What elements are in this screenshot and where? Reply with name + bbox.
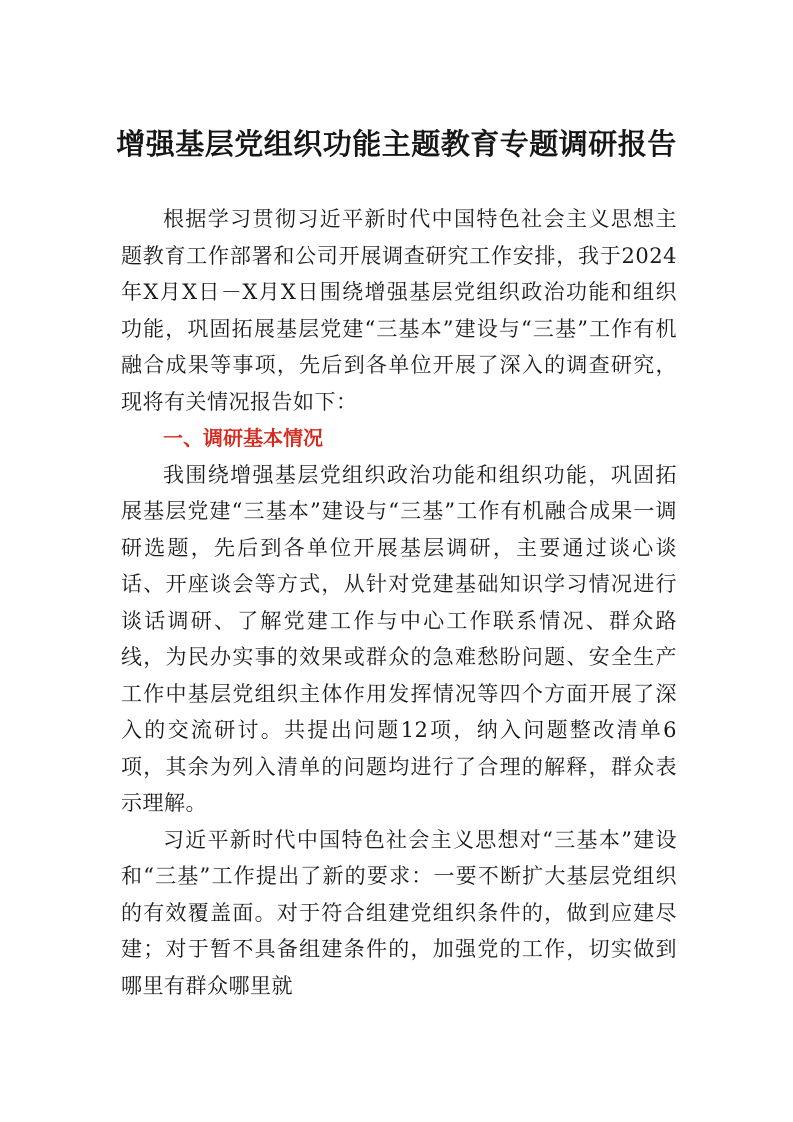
intro-paragraph: 根据学习贯彻习近平新时代中国特色社会主义思想主题教育工作部署和公司开展调查研究工作安排，我于2024年X月X日－X月X日围绕增强基层党组织政治功能和组织功能，巩固拓展基层党建“三基本”建设与“三基”工作有机融合成果等事项，先后到各单位开展了深入的调查研究，现将有关情况报告如下： [121,207,677,414]
section-heading-survey-overview: 一、调研基本情况 [163,426,323,450]
survey-overview-paragraph: 我围绕增强基层党组织政治功能和组织功能，巩固拓展基层党建“三基本”建设与“三基”工作有机融合成果一调研选题，先后到各单位开展基层调研，主要通过谈心谈话、开座谈会等方式，从针对党建基础知识学习情况进行谈话调研、了解党建工作与中心工作联系情况、群众路线，为民办实事的效果或群众的急难愁盼问题、安全生产工作中基层党组织主体作用发挥情况等四个方面开展了深入的交流研讨。共提出问题12项，纳入问题整改清单6项，其余为列入清单的问题均进行了合理的解释，群众表示理解。 [121,462,677,815]
document-body [121,201,677,1004]
document-title: 增强基层党组织功能主题教育专题调研报告 [116,127,677,161]
requirements-paragraph: 习近平新时代中国特色社会主义思想对“三基本”建设和“三基”工作提出了新的要求：一要不断扩大基层党组织的有效覆盖面。对于符合组建党组织条件的，做到应建尽建；对于暂不具备组建条件的，加强党的工作，切实做到哪里有群众哪里就 [121,827,677,998]
